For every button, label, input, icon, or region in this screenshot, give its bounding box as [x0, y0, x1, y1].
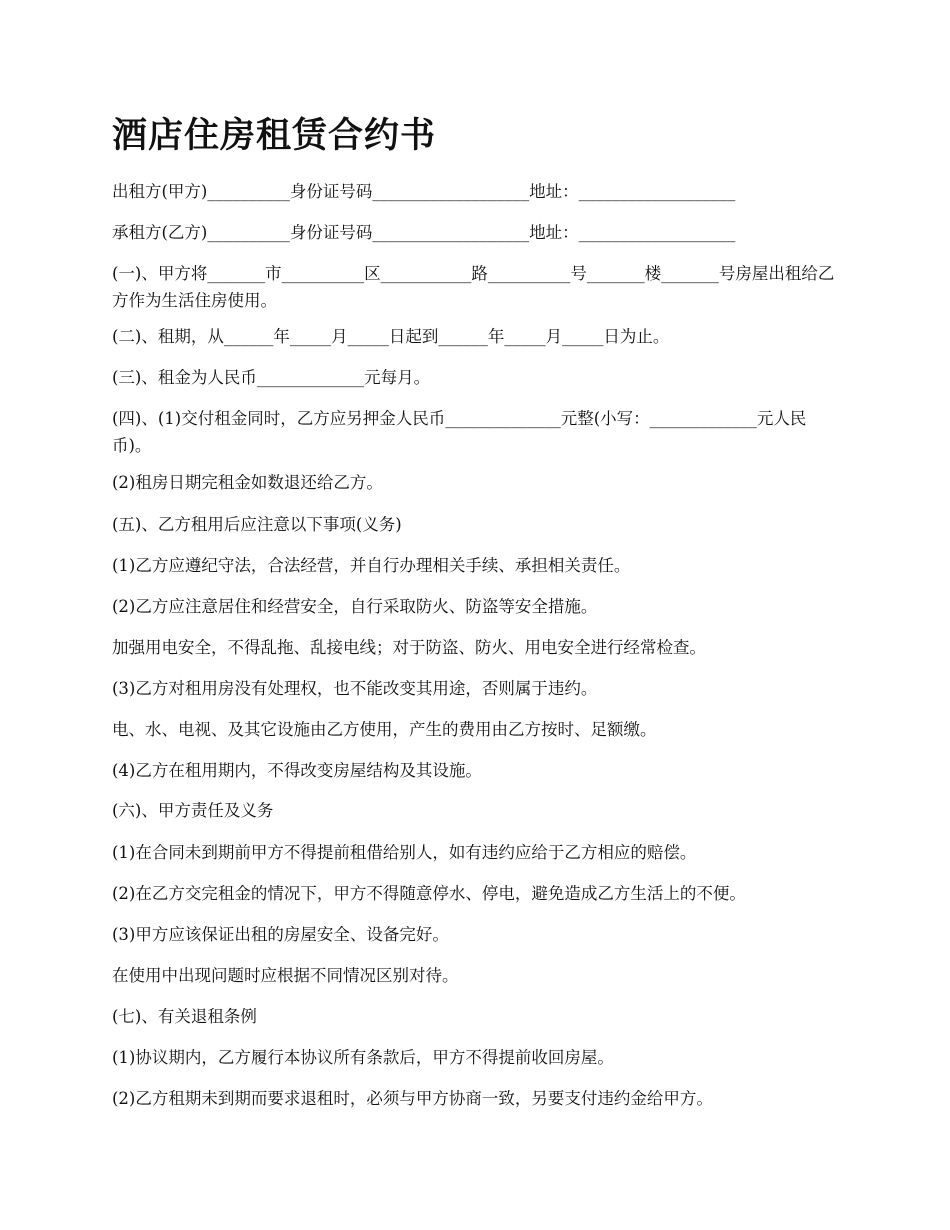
clause-6-2: (2)在乙方交完租金的情况下，甲方不得随意停水、停电，避免造成乙方生活上的不便。: [112, 884, 746, 903]
clause-6-3-cont: 在使用中出现问题时应根据不同情况区别对待。: [112, 966, 459, 985]
clause-5-2: (2)乙方应注意居住和经营安全，自行采取防火、防盗等安全措施。: [112, 597, 598, 616]
clause-4-2: (2)租房日期完租金如数退还给乙方。: [112, 473, 383, 492]
clause-5-3-cont: 电、水、电视、及其它设施由乙方使用，产生的费用由乙方按时、足额缴。: [112, 720, 657, 739]
clause-7-heading: (七)、有关退租条例: [112, 1007, 257, 1026]
clause-4-1: (四)、(1)交付租金同时，乙方应另押金人民币______________元整(小写：_____________元人民币)。: [112, 409, 807, 455]
document-title: 酒店住房租赁合约书: [112, 115, 437, 156]
clause-6-heading: (六)、甲方责任及义务: [112, 801, 274, 820]
clause-6-1: (1)在合同未到期前甲方不得提前租借给别人，如有违约应给于乙方相应的赔偿。: [112, 843, 697, 862]
clause-5-3: (3)乙方对租用房没有处理权，也不能改变其用途，否则属于违约。: [112, 679, 598, 698]
clause-5-4: (4)乙方在租用期内，不得改变房屋结构及其设施。: [112, 761, 482, 780]
clause-3: (三)、租金为人民币_____________元每月。: [112, 368, 431, 387]
clause-5-heading: (五)、乙方租用后应注意以下事项(义务): [112, 515, 402, 534]
clause-5-1: (1)乙方应遵纪守法，合法经营，并自行办理相关手续、承担相关责任。: [112, 556, 631, 575]
clause-2: (二)、租期，从______年_____月_____日起到______年_____月_____日为止。: [112, 327, 670, 346]
clause-7-1: (1)协议期内，乙方履行本协议所有条款后，甲方不得提前收回房屋。: [112, 1048, 614, 1067]
clause-1: (一)、甲方将_______市__________区___________路__________号_______楼_______号房屋出租给乙方作为生活住房使用。: [112, 264, 835, 310]
clause-6-3: (3)甲方应该保证出租的房屋安全、设备完好。: [112, 925, 449, 944]
clause-5-2-cont: 加强用电安全，不得乱拖、乱接电线；对于防盗、防火、用电安全进行经常检查。: [112, 638, 706, 657]
party-a-line: 出租方(甲方)__________身份证号码___________________地址：___________________: [112, 182, 736, 201]
clause-7-2: (2)乙方租期未到期而要求退租时，必须与甲方协商一致，另要支付违约金给甲方。: [112, 1089, 713, 1108]
party-b-line: 承租方(乙方)__________身份证号码___________________地址：___________________: [112, 223, 736, 242]
